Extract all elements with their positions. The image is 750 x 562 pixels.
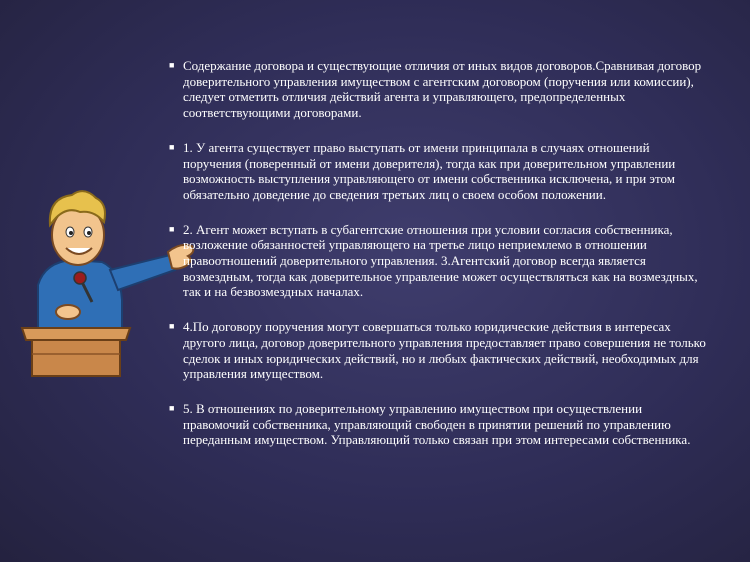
square-bullet-icon: ■ [169,60,175,70]
square-bullet-icon: ■ [169,223,175,234]
list-item [168,140,708,203]
bullet-text: 2. Агент может вступать в субагентские отношения при условии согласия собственника, возложение обязанностей управляющего на третье лицо неприемлемо в отношении правоотношений доверительного управления. 3.Агентский договор всегда является возмездным, тогда как доверительное управление может осуществляться как на возмездных, так и на безвозмездных началах. [183,221,698,300]
list-item [168,58,708,121]
square-bullet-icon: ■ [169,141,175,152]
list-item [168,319,708,382]
list-item [168,222,708,301]
bullet-list [168,58,708,467]
bullet-text: Содержание договора и существующие отличия от иных видов договоров.Сравнивая договор доверительного управления имуществом с агентским договором (поручения или комиссии), следует отметить отличия действий агента и управляющего, предопределенных соответствующими договорами. [183,58,702,121]
bullet-text: 1. У агента существует право выступать от имени принципала в случаях отношений поручения (поверенный от имени доверителя), тогда как при доверительном управлении возможность выступления управляющего от имени собственника исключена, и при этом обязательно доведение до сведения третьих лиц о своем особом положении. [183,139,676,202]
bullet-text: 5. В отношениях по доверительному управлению имуществом при осуществлении правомочий собственника, управляющий свободен в принятии решений по управлению переданным имуществом. Управляющий только связан при этом интересами собственника. [183,400,691,448]
square-bullet-icon: ■ [169,402,175,413]
square-bullet-icon: ■ [169,321,175,332]
list-item [168,401,708,448]
bullet-text: 4.По договору поручения могут совершаться только юридические действия в интересах другого лица, договор доверительного управления предоставляет право совершения не только сделок и иных юридических действий, но и любых фактических действий, необходимых для управления имуществом. [183,319,706,382]
